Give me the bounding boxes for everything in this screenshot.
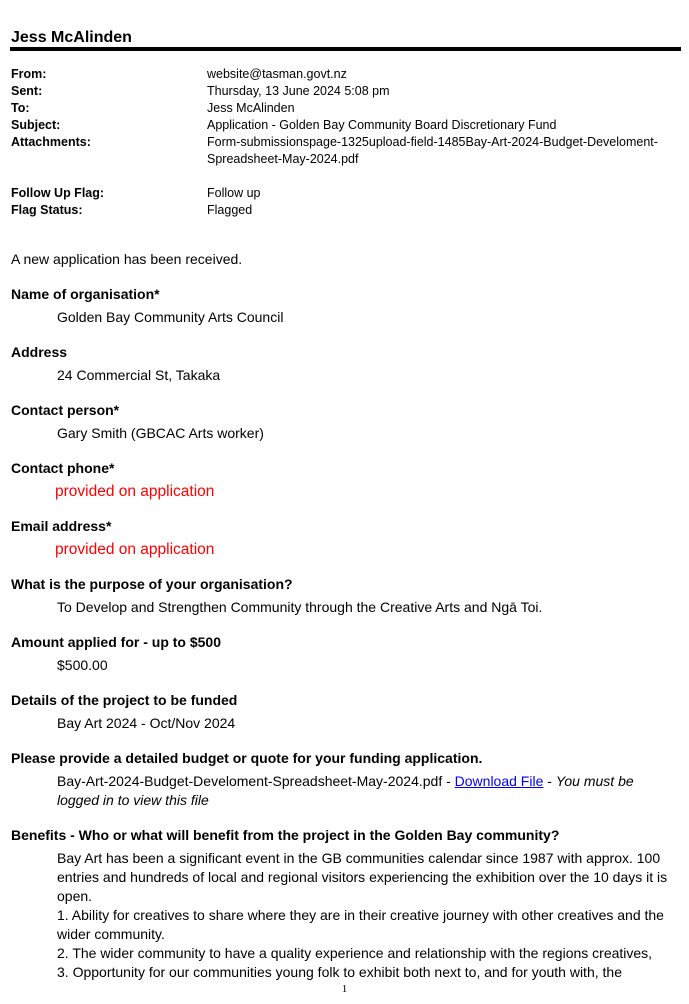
details-answer: Bay Art 2024 - Oct/Nov 2024 — [57, 715, 236, 731]
subject-label: Subject: — [11, 118, 61, 132]
benefits-para-2: 1. Ability for creatives to share where they are in their creative journey with other creatives and the wider community. — [57, 907, 664, 942]
subject-value: Application - Golden Bay Community Board Discretionary Fund — [207, 118, 557, 132]
title-divider — [10, 47, 681, 51]
attachments-value: Form-submissionspage-1325upload-field-1485Bay-Art-2024-Budget-Develoment-Spreadsheet-May-2024.pdf — [207, 135, 658, 166]
contact-answer: Gary Smith (GBCAC Arts worker) — [57, 425, 264, 441]
address-question: Address — [11, 344, 68, 360]
budget-question: Please provide a detailed budget or quote for your funding application. — [11, 750, 483, 766]
phone-answer: provided on application — [55, 483, 215, 500]
org-question: Name of organisation* — [11, 286, 160, 302]
details-question: Details of the project to be funded — [11, 692, 238, 708]
follow-label: Follow Up Flag: — [11, 186, 105, 200]
budget-filename: Bay-Art-2024-Budget-Develoment-Spreadsheet-May-2024.pdf - — [57, 773, 455, 789]
phone-question: Contact phone* — [11, 460, 115, 476]
benefits-para-4: 3. Opportunity for our communities young folk to exhibit both next to, and for youth with, the — [57, 964, 622, 980]
benefits-para-3: 2. The wider community to have a quality experience and relationship with the regions creatives, — [57, 945, 653, 961]
purpose-answer: To Develop and Strengthen Community through the Creative Arts and Ngā Toi. — [57, 599, 543, 615]
budget-separator: - — [543, 773, 556, 789]
sent-label: Sent: — [11, 84, 43, 98]
attachments-label: Attachments: — [11, 135, 91, 149]
intro-text: A new application has been received. — [11, 251, 243, 267]
contact-question: Contact person* — [11, 402, 120, 418]
document-title: Jess McAlinden — [11, 29, 132, 46]
to-label: To: — [11, 101, 30, 115]
budget-answer — [57, 772, 675, 810]
email-question: Email address* — [11, 518, 112, 534]
flag-value: Flagged — [207, 203, 253, 217]
to-value: Jess McAlinden — [207, 101, 295, 115]
from-value: website@tasman.govt.nz — [207, 67, 347, 81]
org-answer: Golden Bay Community Arts Council — [57, 309, 284, 325]
follow-value: Follow up — [207, 186, 261, 200]
flag-label: Flag Status: — [11, 203, 83, 217]
sent-value: Thursday, 13 June 2024 5:08 pm — [207, 84, 390, 98]
benefits-para-1: Bay Art has been a significant event in the GB communities calendar since 1987 with approx. 100 entries and hundreds of local and regional visitors experiencing the exhibition over the 10 days it is open. — [57, 850, 668, 904]
from-label: From: — [11, 67, 47, 81]
amount-answer: $500.00 — [57, 657, 108, 673]
email-body — [11, 250, 675, 998]
login-note: You must be logged in to view this file — [57, 773, 634, 808]
page-number: 1 — [341, 983, 348, 995]
benefits-answer — [57, 849, 675, 982]
address-answer: 24 Commercial St, Takaka — [57, 367, 221, 383]
amount-question: Amount applied for - up to $500 — [11, 634, 222, 650]
download-file-link[interactable]: Download File — [454, 773, 544, 789]
email-header — [11, 66, 675, 219]
purpose-question: What is the purpose of your organisation? — [11, 576, 293, 592]
email-answer: provided on application — [55, 541, 215, 558]
benefits-question: Benefits - Who or what will benefit from the project in the Golden Bay community? — [11, 827, 560, 843]
